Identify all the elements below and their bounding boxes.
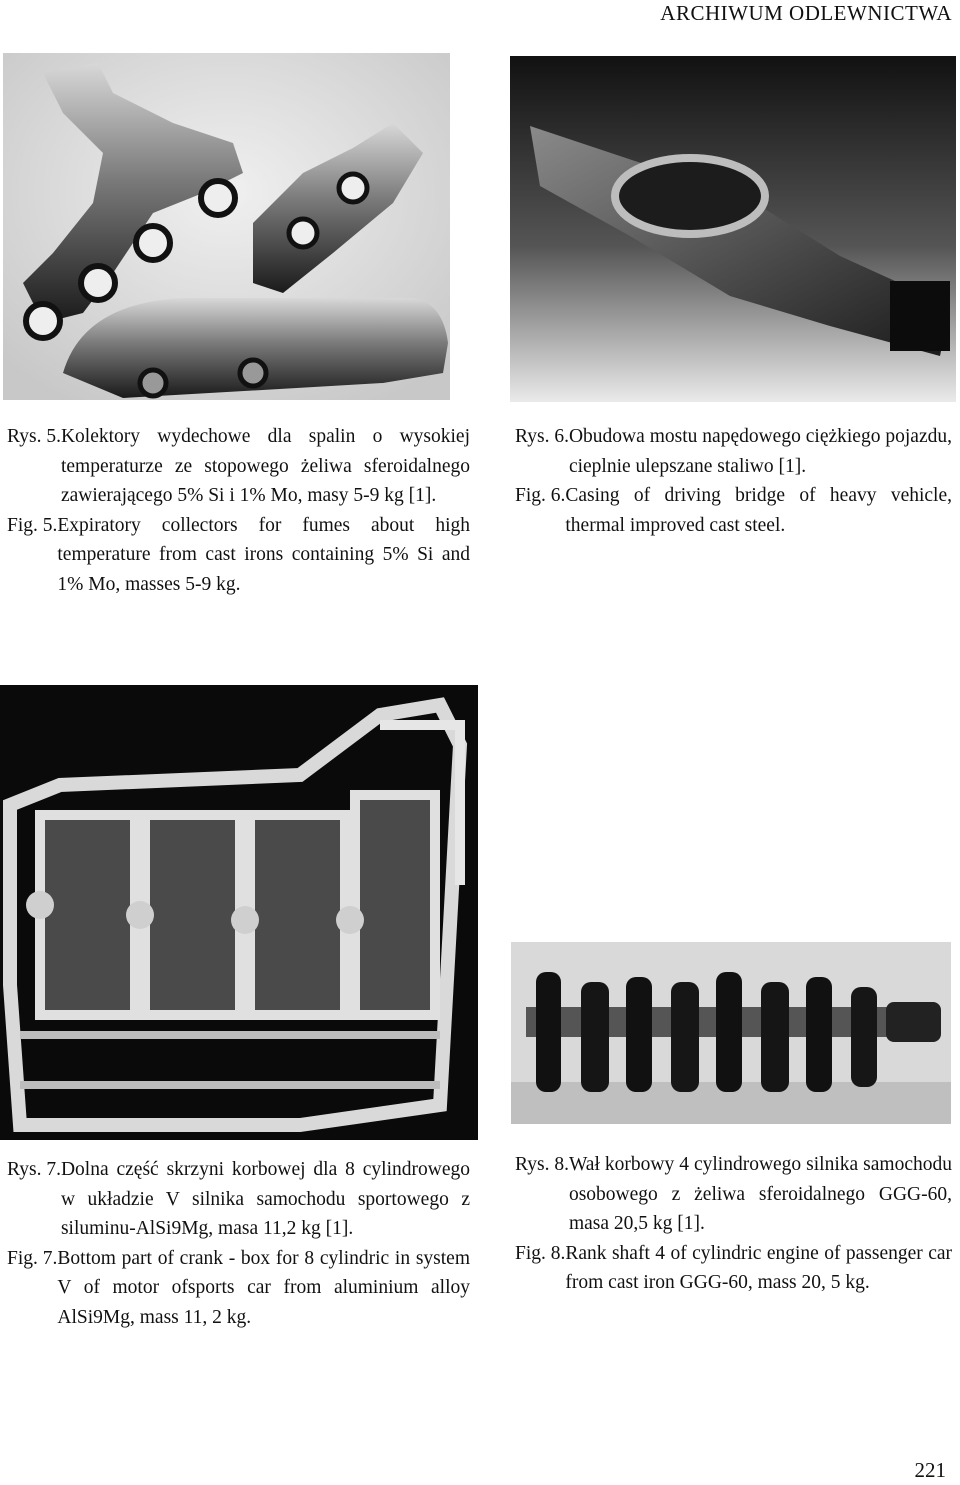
figure-6-caption [515,422,952,540]
figure-6-label-en: Fig. 6. [515,485,566,506]
figure-6-caption-en: Casing of driving bridge of heavy vehicle, thermal improved cast steel. [565,485,952,536]
figure-8-caption-en: Rank shaft 4 of cylindric engine of passenger car from cast iron GGG-60, mass 20, 5 kg. [565,1242,952,1293]
figure-7-label-en: Fig. 7. [7,1247,58,1269]
crankshaft-photo [511,942,951,1124]
figure-8-label-pl: Rys. 8. [515,1154,569,1175]
figure-7-caption [7,1155,470,1332]
figure-5-caption [7,422,470,599]
figure-7-caption-pl: Dolna część skrzyni korbowej dla 8 cylindrowego w układzie V silnika samochodu sportowego z siluminu-AlSi9Mg, masa 11,2 kg [1]. [60,1159,470,1239]
journal-header: ARCHIWUM ODLEWNICTWA [660,1,952,25]
figure-5-caption-en: Expiratory collectors for fumes about high temperature from cast irons containing 5% Si and 1% Mo, masses 5-9 kg. [57,514,470,595]
figure-7-caption-en: Bottom part of crank - box for 8 cylindric in system V of motor ofsports car from aluminium alloy AlSi9Mg, mass 11, 2 kg. [57,1247,470,1328]
figure-8-caption [515,1150,952,1298]
figure-7-label-pl: Rys. 7. [7,1159,61,1180]
figure-5-label-en: Fig. 5. [7,514,58,536]
figure-5-label-pl: Rys. 5. [7,426,61,447]
crankcase-photo [0,685,478,1140]
figure-8-label-en: Fig. 8. [515,1242,566,1264]
figure-8-caption-pl: Wał korbowy 4 cylindrowego silnika samochodu osobowego z żeliwa sferoidalnego GGG-60, masa 20,5 kg [1]. [568,1154,952,1234]
exhaust-manifolds-photo [3,53,450,400]
figure-5-caption-pl: Kolektory wydechowe dla spalin o wysokiej temperaturze ze stopowego żeliwa sferoidalnego zawierającego 5% Si i 1% Mo, masy 5-9 kg [1]. [60,426,470,506]
figure-6-caption-pl: Obudowa mostu napędowego ciężkiego pojazdu, cieplnie ulepszane staliwo [1]. [568,426,952,477]
page-number: 221 [914,1458,946,1482]
figure-6-label-pl: Rys. 6. [515,426,569,447]
axle-housing-photo [510,56,956,402]
